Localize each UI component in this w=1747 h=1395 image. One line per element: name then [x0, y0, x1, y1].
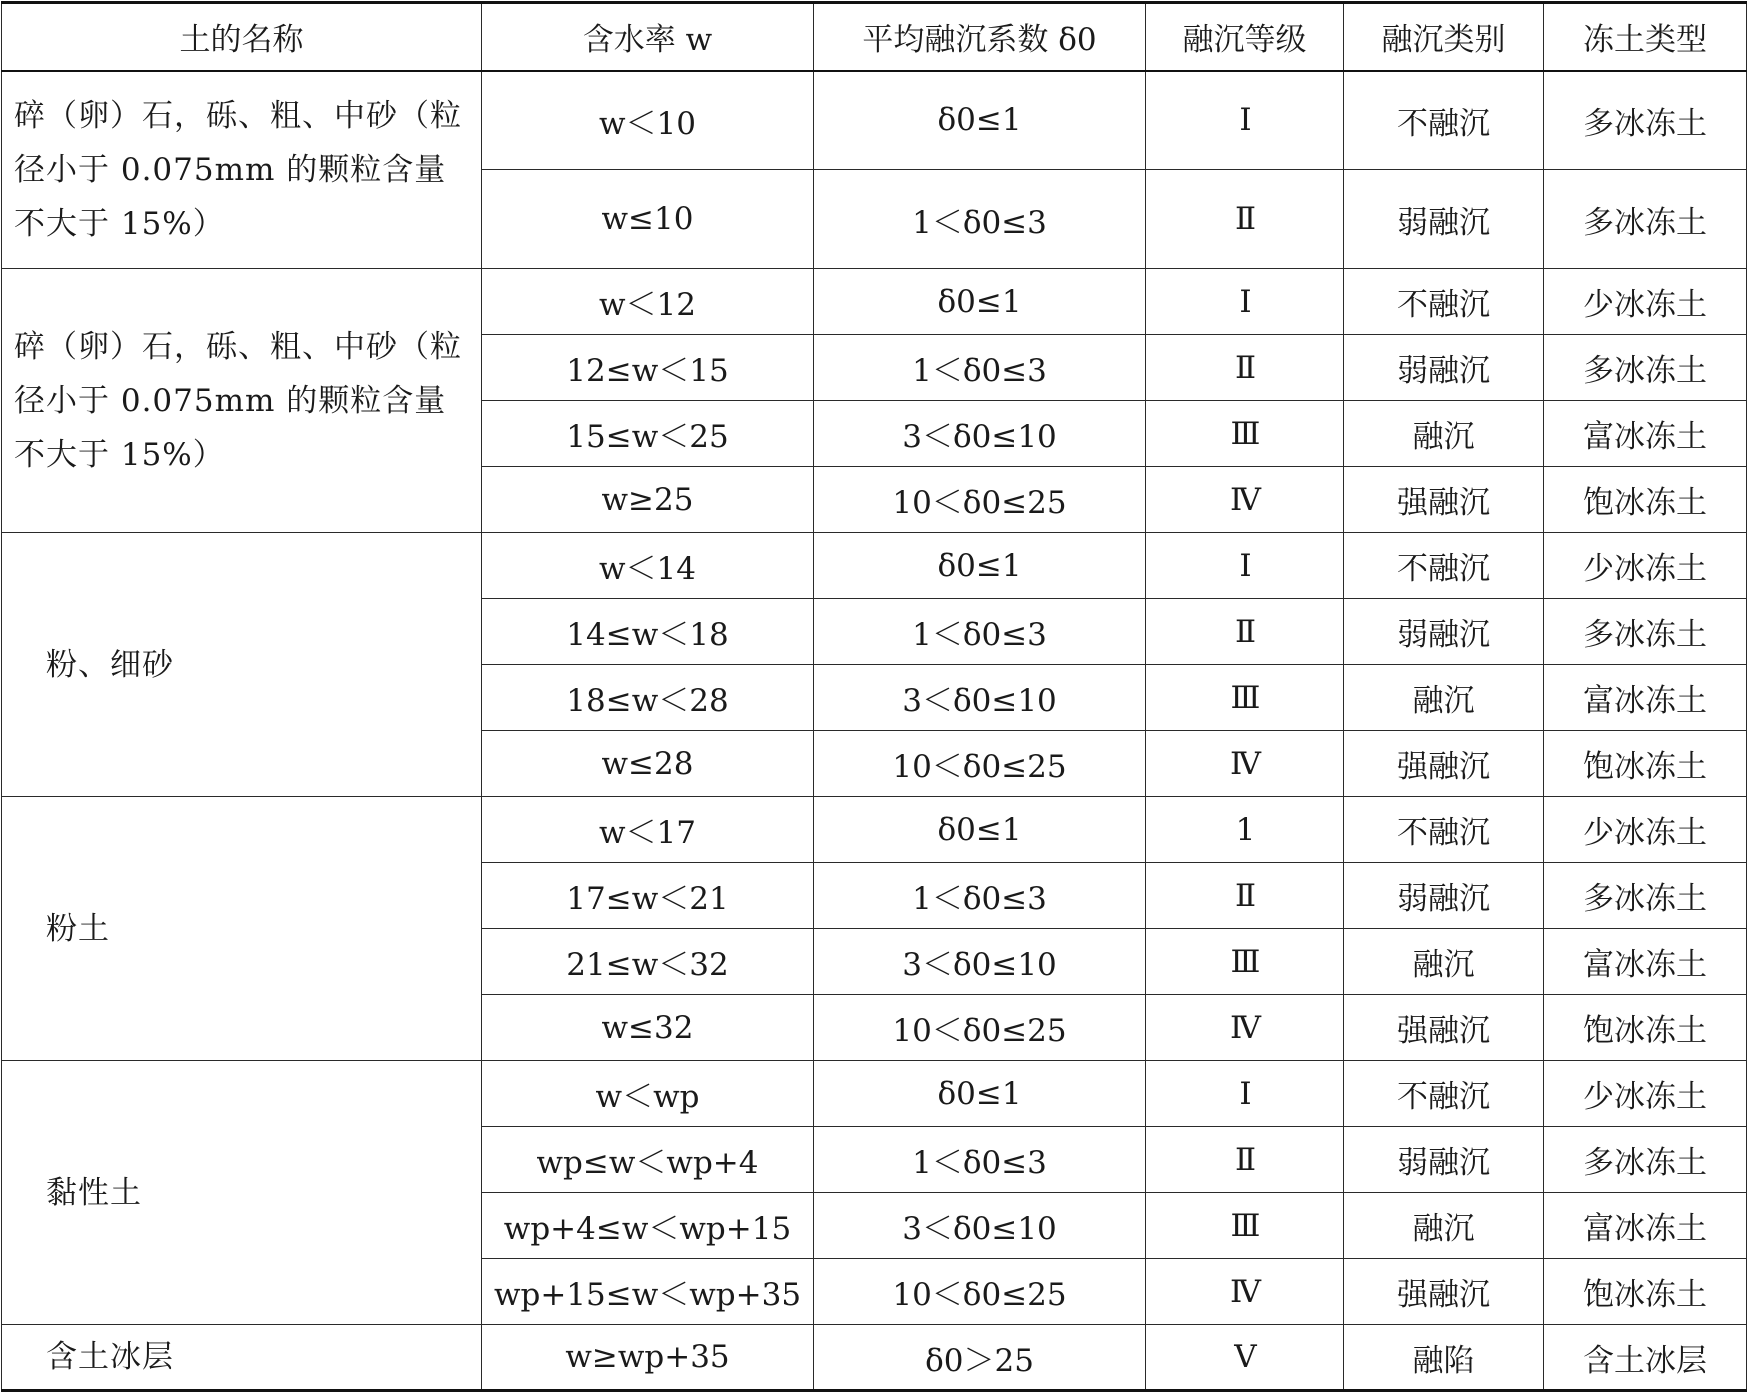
thaw-category-cell: 不融沉	[1344, 269, 1544, 335]
thaw-category-cell: 融陷	[1344, 1325, 1544, 1391]
water-content-cell: wp≤w＜wp+4	[482, 1127, 814, 1193]
thaw-grade-cell: Ⅴ	[1146, 1325, 1344, 1391]
thaw-category-cell: 不融沉	[1344, 71, 1544, 170]
frozen-soil-thaw-settlement-table	[1, 1, 1747, 1392]
frozen-soil-type-cell: 含土冰层	[1544, 1325, 1747, 1391]
thaw-category-cell: 融沉	[1344, 401, 1544, 467]
thaw-grade-cell: Ⅳ	[1146, 731, 1344, 797]
table-row	[2, 269, 1747, 335]
frozen-soil-type-cell: 少冰冻土	[1544, 1061, 1747, 1127]
frozen-soil-type-cell: 多冰冻土	[1544, 863, 1747, 929]
water-content-cell: w＜14	[482, 533, 814, 599]
frozen-soil-type-cell: 多冰冻土	[1544, 335, 1747, 401]
table-row	[2, 533, 1747, 599]
thaw-category-cell: 弱融沉	[1344, 863, 1544, 929]
frozen-soil-type-cell: 多冰冻土	[1544, 599, 1747, 665]
thaw-category-cell: 弱融沉	[1344, 599, 1544, 665]
thaw-coefficient-cell: δ0≤1	[814, 269, 1146, 335]
frozen-soil-type-cell: 饱冰冻土	[1544, 1259, 1747, 1325]
header-row	[2, 3, 1747, 71]
thaw-coefficient-cell: 1＜δ0≤3	[814, 335, 1146, 401]
thaw-category-cell: 强融沉	[1344, 995, 1544, 1061]
thaw-grade-cell: Ⅱ	[1146, 863, 1344, 929]
frozen-soil-type-cell: 多冰冻土	[1544, 1127, 1747, 1193]
frozen-soil-type-cell: 少冰冻土	[1544, 797, 1747, 863]
thaw-coefficient-cell: 10＜δ0≤25	[814, 731, 1146, 797]
header-soil-name: 土的名称	[2, 3, 482, 71]
thaw-coefficient-cell: 3＜δ0≤10	[814, 665, 1146, 731]
table-row	[2, 1325, 1747, 1391]
thaw-coefficient-cell: 3＜δ0≤10	[814, 401, 1146, 467]
thaw-category-cell: 不融沉	[1344, 533, 1544, 599]
thaw-category-cell: 融沉	[1344, 665, 1544, 731]
thaw-coefficient-cell: 10＜δ0≤25	[814, 995, 1146, 1061]
thaw-category-cell: 强融沉	[1344, 1259, 1544, 1325]
water-content-cell: 18≤w＜28	[482, 665, 814, 731]
frozen-soil-type-cell: 饱冰冻土	[1544, 467, 1747, 533]
thaw-grade-cell: Ⅲ	[1146, 401, 1344, 467]
thaw-coefficient-cell: 1＜δ0≤3	[814, 599, 1146, 665]
water-content-cell: w≥wp+35	[482, 1325, 814, 1391]
water-content-cell: wp+4≤w＜wp+15	[482, 1193, 814, 1259]
thaw-category-cell: 融沉	[1344, 929, 1544, 995]
water-content-cell: wp+15≤w＜wp+35	[482, 1259, 814, 1325]
frozen-soil-type-cell: 多冰冻土	[1544, 170, 1747, 269]
thaw-category-cell: 弱融沉	[1344, 1127, 1544, 1193]
header-thaw-category: 融沉类别	[1344, 3, 1544, 71]
frozen-soil-type-cell: 少冰冻土	[1544, 533, 1747, 599]
water-content-cell: w＜12	[482, 269, 814, 335]
thaw-grade-cell: Ⅱ	[1146, 1127, 1344, 1193]
table-row	[2, 1061, 1747, 1127]
water-content-cell: 12≤w＜15	[482, 335, 814, 401]
thaw-grade-cell: Ⅱ	[1146, 599, 1344, 665]
water-content-cell: w≤28	[482, 731, 814, 797]
thaw-grade-cell: Ⅲ	[1146, 929, 1344, 995]
thaw-grade-cell: Ⅰ	[1146, 533, 1344, 599]
thaw-category-cell: 强融沉	[1344, 731, 1544, 797]
thaw-grade-cell: 1	[1146, 797, 1344, 863]
thaw-coefficient-cell: 3＜δ0≤10	[814, 1193, 1146, 1259]
frozen-soil-type-cell: 富冰冻土	[1544, 929, 1747, 995]
header-water-content: 含水率 w	[482, 3, 814, 71]
frozen-soil-type-cell: 富冰冻土	[1544, 665, 1747, 731]
soil-name-cell: 粉土	[2, 797, 482, 1061]
thaw-grade-cell: Ⅲ	[1146, 1193, 1344, 1259]
frozen-soil-type-cell: 少冰冻土	[1544, 269, 1747, 335]
table-row	[2, 797, 1747, 863]
frozen-soil-type-cell: 饱冰冻土	[1544, 731, 1747, 797]
thaw-coefficient-cell: 3＜δ0≤10	[814, 929, 1146, 995]
thaw-coefficient-cell: 1＜δ0≤3	[814, 863, 1146, 929]
water-content-cell: 17≤w＜21	[482, 863, 814, 929]
thaw-coefficient-cell: δ0≤1	[814, 71, 1146, 170]
thaw-category-cell: 不融沉	[1344, 1061, 1544, 1127]
thaw-category-cell: 弱融沉	[1344, 335, 1544, 401]
thaw-category-cell: 弱融沉	[1344, 170, 1544, 269]
thaw-category-cell: 不融沉	[1344, 797, 1544, 863]
soil-name-cell: 粉、细砂	[2, 533, 482, 797]
water-content-cell: w＜wp	[482, 1061, 814, 1127]
water-content-cell: w≤10	[482, 170, 814, 269]
frozen-soil-type-cell: 富冰冻土	[1544, 401, 1747, 467]
water-content-cell: w＜17	[482, 797, 814, 863]
header-thaw-grade: 融沉等级	[1146, 3, 1344, 71]
soil-name-cell: 黏性土	[2, 1061, 482, 1325]
thaw-grade-cell: Ⅳ	[1146, 995, 1344, 1061]
thaw-grade-cell: Ⅱ	[1146, 335, 1344, 401]
water-content-cell: 21≤w＜32	[482, 929, 814, 995]
header-frozen-soil-type: 冻土类型	[1544, 3, 1747, 71]
thaw-grade-cell: Ⅰ	[1146, 1061, 1344, 1127]
water-content-cell: w≥25	[482, 467, 814, 533]
thaw-category-cell: 强融沉	[1344, 467, 1544, 533]
frozen-soil-type-cell: 富冰冻土	[1544, 1193, 1747, 1259]
soil-name-cell: 碎（卵）石，砾、粗、中砂（粒径小于 0.075mm 的颗粒含量不大于 15%）	[2, 71, 482, 269]
frozen-soil-type-cell: 多冰冻土	[1544, 71, 1747, 170]
table-row	[2, 71, 1747, 170]
thaw-grade-cell: Ⅳ	[1146, 1259, 1344, 1325]
thaw-coefficient-cell: δ0＞25	[814, 1325, 1146, 1391]
thaw-coefficient-cell: δ0≤1	[814, 1061, 1146, 1127]
thaw-grade-cell: Ⅳ	[1146, 467, 1344, 533]
water-content-cell: 14≤w＜18	[482, 599, 814, 665]
thaw-grade-cell: Ⅲ	[1146, 665, 1344, 731]
thaw-category-cell: 融沉	[1344, 1193, 1544, 1259]
frozen-soil-type-cell: 饱冰冻土	[1544, 995, 1747, 1061]
thaw-coefficient-cell: 10＜δ0≤25	[814, 1259, 1146, 1325]
header-thaw-coefficient: 平均融沉系数 δ0	[814, 3, 1146, 71]
thaw-coefficient-cell: 1＜δ0≤3	[814, 170, 1146, 269]
thaw-coefficient-cell: δ0≤1	[814, 533, 1146, 599]
thaw-coefficient-cell: 1＜δ0≤3	[814, 1127, 1146, 1193]
thaw-grade-cell: Ⅰ	[1146, 71, 1344, 170]
water-content-cell: w＜10	[482, 71, 814, 170]
water-content-cell: 15≤w＜25	[482, 401, 814, 467]
thaw-coefficient-cell: 10＜δ0≤25	[814, 467, 1146, 533]
thaw-grade-cell: Ⅱ	[1146, 170, 1344, 269]
water-content-cell: w≤32	[482, 995, 814, 1061]
soil-name-cell: 碎（卵）石，砾、粗、中砂（粒径小于 0.075mm 的颗粒含量不大于 15%）	[2, 269, 482, 533]
thaw-grade-cell: Ⅰ	[1146, 269, 1344, 335]
soil-name-cell: 含土冰层	[2, 1325, 482, 1391]
thaw-coefficient-cell: δ0≤1	[814, 797, 1146, 863]
